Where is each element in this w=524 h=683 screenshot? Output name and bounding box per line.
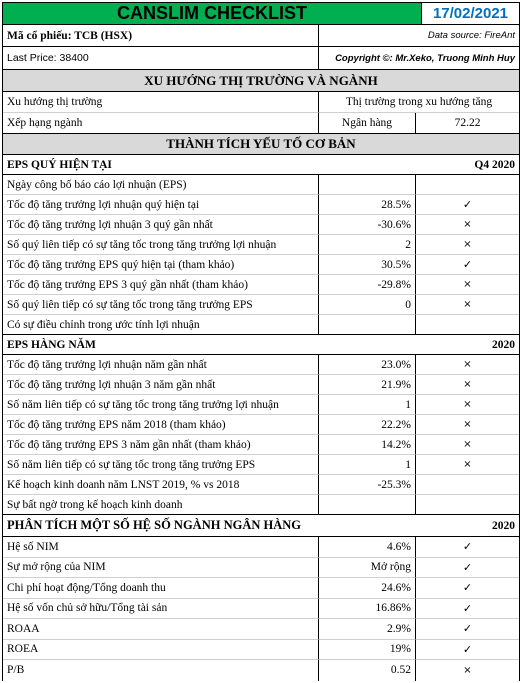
metric-label: Tốc độ tăng trưởng EPS 3 quý gần nhất (tham khảo) bbox=[3, 275, 319, 295]
table-row bbox=[2, 599, 520, 620]
status-cell bbox=[416, 495, 519, 514]
check-icon: ✓ bbox=[416, 195, 519, 215]
fundamentals-header bbox=[2, 134, 520, 155]
industry-rank-label: Xếp hạng ngành bbox=[3, 113, 319, 133]
eps-year-header bbox=[2, 335, 520, 355]
table-row bbox=[2, 375, 520, 395]
metric-value: 21.9% bbox=[319, 375, 416, 395]
metric-label: Tốc độ tăng trưởng EPS năm 2018 (tham khảo) bbox=[3, 415, 319, 435]
table-row bbox=[2, 558, 520, 579]
cross-icon: × bbox=[416, 275, 519, 295]
industry-name: Ngân hàng bbox=[319, 113, 416, 133]
metric-value: 28.5% bbox=[319, 195, 416, 215]
metric-value: -25.3% bbox=[319, 475, 416, 495]
check-icon: ✓ bbox=[416, 255, 519, 275]
metric-value: 30.5% bbox=[319, 255, 416, 275]
metric-label: Tốc độ tăng trưởng lợi nhuận 3 năm gần nhất bbox=[3, 375, 319, 395]
report-date: 17/02/2021 bbox=[432, 5, 509, 22]
cross-icon: × bbox=[416, 395, 519, 415]
metric-value: 1 bbox=[319, 395, 416, 415]
metric-value: 19% bbox=[319, 640, 416, 661]
cross-icon: × bbox=[416, 355, 519, 375]
table-row bbox=[2, 578, 520, 599]
table-row bbox=[2, 175, 520, 195]
metric-label: Chi phí hoạt động/Tổng doanh thu bbox=[3, 578, 319, 599]
data-source: Data source: FireAnt bbox=[427, 30, 515, 41]
eps-year-title: EPS HÀNG NĂM bbox=[7, 338, 96, 351]
metric-label: Kế hoạch kinh doanh năm LNST 2019, % vs 2018 bbox=[3, 475, 319, 495]
market-trend-label: Xu hướng thị trường bbox=[3, 92, 319, 113]
table-row bbox=[2, 215, 520, 235]
metric-label: Sự bất ngờ trong kế hoạch kinh doanh bbox=[3, 495, 319, 514]
metric-value: 2.9% bbox=[319, 619, 416, 640]
table-row bbox=[2, 255, 520, 275]
metric-value: 23.0% bbox=[319, 355, 416, 375]
bank-ratios-title: PHÂN TÍCH MỘT SỐ HỆ SỐ NGÀNH NGÂN HÀNG bbox=[7, 518, 302, 532]
table-row bbox=[2, 435, 520, 455]
eps-quarter-header bbox=[2, 155, 520, 175]
industry-rank-value: 72.22 bbox=[454, 117, 481, 129]
cross-icon: × bbox=[416, 435, 519, 455]
metric-label: ROAA bbox=[3, 619, 319, 640]
table-row bbox=[2, 315, 520, 335]
metric-label: Tốc độ tăng trưởng lợi nhuận năm gần nhất bbox=[3, 355, 319, 375]
eps-quarter-title: EPS QUÝ HIỆN TẠI bbox=[7, 158, 112, 171]
metric-label: Sự mở rộng của NIM bbox=[3, 558, 319, 579]
metric-label: Tốc độ tăng trưởng EPS quý hiện tại (tham khảo) bbox=[3, 255, 319, 275]
eps-quarter-period: Q4 2020 bbox=[474, 158, 515, 171]
metric-value: 0.52 bbox=[319, 660, 416, 681]
check-icon: ✓ bbox=[416, 640, 519, 661]
copyright: Copyright ©: Mr.Xeko, Truong Minh Huy bbox=[335, 52, 515, 64]
table-row bbox=[2, 275, 520, 295]
table-row bbox=[2, 455, 520, 475]
table-row bbox=[2, 660, 520, 681]
metric-value: Mở rộng bbox=[319, 558, 416, 579]
metric-label: Số quý liên tiếp có sự tăng tốc trong tăng trưởng EPS bbox=[3, 295, 319, 315]
metric-value: -29.8% bbox=[319, 275, 416, 295]
price-row bbox=[2, 47, 520, 70]
cross-icon: × bbox=[416, 235, 519, 255]
check-icon: ✓ bbox=[416, 578, 519, 599]
status-cell bbox=[416, 175, 519, 195]
cross-icon: × bbox=[416, 295, 519, 315]
metric-value: 0 bbox=[319, 295, 416, 315]
industry-rank-row bbox=[2, 113, 520, 134]
cross-icon: × bbox=[416, 415, 519, 435]
table-row bbox=[2, 475, 520, 495]
table-row bbox=[2, 355, 520, 375]
metric-value bbox=[319, 495, 416, 514]
bank-ratios-period: 2020 bbox=[492, 519, 515, 532]
metric-value: 16.86% bbox=[319, 599, 416, 620]
sheet-title: CANSLIM CHECKLIST bbox=[3, 3, 422, 24]
table-row bbox=[2, 195, 520, 215]
metric-label: Ngày công bố báo cáo lợi nhuận (EPS) bbox=[3, 175, 319, 195]
metric-label: Hệ số vốn chủ sở hữu/Tổng tài sản bbox=[3, 599, 319, 620]
table-row bbox=[2, 640, 520, 661]
title-row bbox=[2, 2, 520, 25]
cross-icon: × bbox=[416, 215, 519, 235]
stock-code: Mã cổ phiếu: TCB (HSX) bbox=[3, 25, 319, 46]
check-icon: ✓ bbox=[416, 558, 519, 579]
metric-value: 1 bbox=[319, 455, 416, 475]
market-section-title: XU HƯỚNG THỊ TRƯỜNG VÀ NGÀNH bbox=[144, 72, 378, 88]
metric-label: Có sự điều chỉnh trong ước tính lợi nhuận bbox=[3, 315, 319, 334]
table-row bbox=[2, 295, 520, 315]
metric-value bbox=[319, 175, 416, 195]
table-row bbox=[2, 415, 520, 435]
metric-label: Số năm liên tiếp có sự tăng tốc trong tăng trưởng EPS bbox=[3, 455, 319, 475]
status-cell bbox=[416, 315, 519, 334]
table-row bbox=[2, 235, 520, 255]
metric-label: ROEA bbox=[3, 640, 319, 661]
table-row bbox=[2, 395, 520, 415]
metric-value: 14.2% bbox=[319, 435, 416, 455]
cross-icon: × bbox=[416, 375, 519, 395]
metric-value: 24.6% bbox=[319, 578, 416, 599]
eps-year-period: 2020 bbox=[492, 338, 515, 351]
table-row bbox=[2, 537, 520, 558]
cross-icon: × bbox=[463, 664, 472, 676]
table-row bbox=[2, 495, 520, 515]
check-icon: ✓ bbox=[416, 599, 519, 620]
market-trend-value: Thị trường trong xu hướng tăng bbox=[319, 92, 519, 113]
check-icon: ✓ bbox=[416, 537, 519, 558]
status-cell bbox=[416, 475, 519, 495]
metric-value: 2 bbox=[319, 235, 416, 255]
metric-label: Tốc độ tăng trưởng lợi nhuận 3 quý gần nhất bbox=[3, 215, 319, 235]
metric-label: Tốc độ tăng trưởng EPS 3 năm gần nhất (tham khảo) bbox=[3, 435, 319, 455]
market-section-header bbox=[2, 70, 520, 92]
metric-label: Tốc độ tăng trưởng lợi nhuận quý hiện tại bbox=[3, 195, 319, 215]
metric-value: -30.6% bbox=[319, 215, 416, 235]
market-trend-row bbox=[2, 92, 520, 113]
metric-label: P/B bbox=[3, 660, 319, 681]
metric-value: 22.2% bbox=[319, 415, 416, 435]
bank-ratios-header bbox=[2, 515, 520, 537]
fundamentals-title: THÀNH TÍCH YẾU TỐ CƠ BẢN bbox=[166, 136, 356, 151]
metric-label: Hệ số NIM bbox=[3, 537, 319, 558]
metric-label: Số năm liên tiếp có sự tăng tốc trong tăng trưởng lợi nhuận bbox=[3, 395, 319, 415]
check-icon: ✓ bbox=[416, 619, 519, 640]
metric-value: 4.6% bbox=[319, 537, 416, 558]
metric-value bbox=[319, 315, 416, 334]
last-price: Last Price: 38400 bbox=[3, 47, 319, 69]
stock-row bbox=[2, 25, 520, 47]
table-row bbox=[2, 619, 520, 640]
metric-label: Số quý liên tiếp có sự tăng tốc trong tăng trưởng lợi nhuận bbox=[3, 235, 319, 255]
cross-icon: × bbox=[416, 455, 519, 475]
